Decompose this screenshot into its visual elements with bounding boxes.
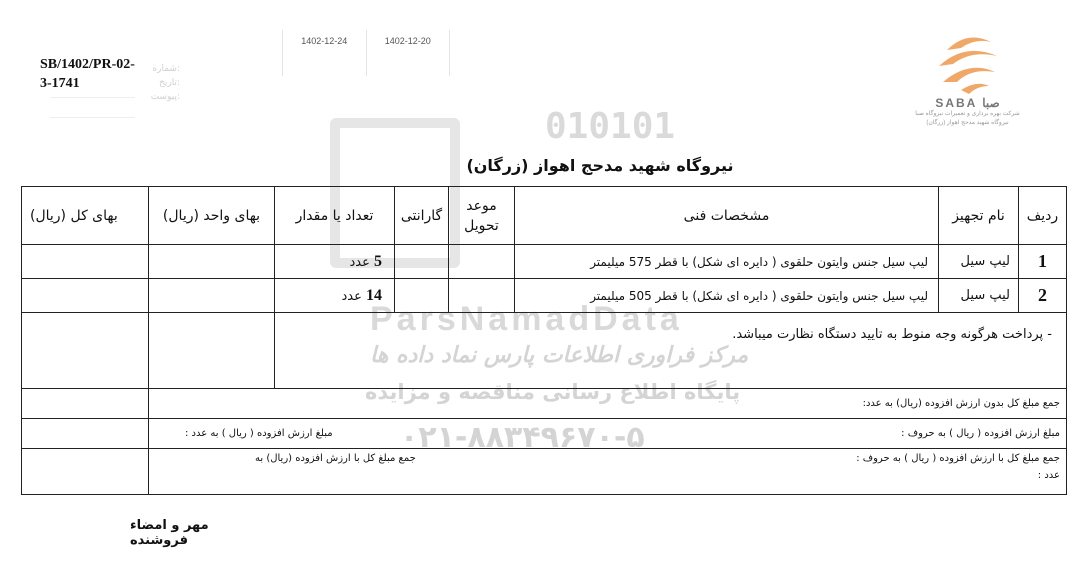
- item-total-price: [22, 245, 149, 279]
- watermark-line: پایگاه اطلاع رسانی مناقصه و مزایده: [365, 380, 741, 404]
- vat-cell: [149, 419, 1067, 449]
- header-qty: تعداد یا مقدار: [275, 187, 395, 245]
- reference-number: SB/1402/PR-02-3-1741: [40, 57, 135, 91]
- row-number: 2: [1019, 279, 1067, 313]
- meta-labels: [138, 62, 180, 104]
- seller-signature-label: مهر و امضاء فروشنده: [130, 518, 209, 548]
- watermark-phone: ۰۲۱-۸۸۳۴۹۶۷۰-۵: [400, 420, 645, 455]
- divider: [50, 97, 135, 98]
- sum-no-vat: جمع مبلغ کل بدون ارزش افزوده (ریال) به عدد:: [149, 389, 1067, 419]
- qty-unit: عدد: [341, 288, 362, 304]
- table-row: [22, 245, 1067, 279]
- qty-unit: عدد: [349, 254, 370, 270]
- total-cell: [149, 449, 1067, 495]
- watermark-line: مرکز فراوری اطلاعات پارس نماد داده ها: [370, 343, 749, 368]
- items-table: [21, 186, 1067, 495]
- item-spec: لیپ سیل جنس وایتون حلقوی ( دایره ای شکل) با قطر 505 میلیمتر: [515, 279, 939, 313]
- logo-line: نیروگاه شهید مدحج اهواز (زرگان): [926, 120, 1009, 126]
- date-label: تاریخ:: [159, 78, 180, 88]
- sum-blank: [22, 389, 149, 419]
- divider: [50, 117, 135, 118]
- saba-logo-icon: [905, 28, 1030, 98]
- total-blank: [22, 449, 149, 495]
- vat-blank: [22, 419, 149, 449]
- watermark-brand: ParsNamadData: [370, 300, 683, 338]
- header-total-price: بهای کل (ریال): [22, 187, 149, 245]
- dates-box: [282, 30, 450, 76]
- item-warranty: [395, 279, 449, 313]
- header-spec: مشخصات فنی: [515, 187, 939, 245]
- vat-words: مبلغ ارزش افزوده ( ریال ) به حروف :: [901, 428, 1060, 439]
- item-spec: لیپ سیل جنس وایتون حلقوی ( دایره ای شکل) با قطر 575 میلیمتر: [515, 245, 939, 279]
- item-name: لیپ سیل: [939, 279, 1019, 313]
- note-unit-price: [149, 313, 275, 389]
- vat-row: [22, 419, 1067, 449]
- item-qty: [275, 279, 395, 313]
- date-cell: 1402-12-24: [301, 36, 348, 46]
- header-delivery: موعد تحویل: [449, 187, 515, 245]
- item-name: لیپ سیل: [939, 245, 1019, 279]
- sum-row: [22, 389, 1067, 419]
- total-words: جمع مبلغ کل با ارزش افزوده ( ریال ) به حروف :: [856, 453, 1060, 464]
- logo-line: شرکت بهره برداری و تعمیرات نیروگاه صبا: [915, 111, 1020, 117]
- total-number: جمع مبلغ کل با ارزش افزوده (ریال) به: [255, 453, 416, 464]
- qty-value: 5: [374, 252, 382, 270]
- item-unit-price: [149, 245, 275, 279]
- payment-note: - پرداخت هرگونه وجه منوط به تایید دستگاه نظارت میباشد.: [275, 313, 1067, 389]
- header-warranty: گارانتی: [395, 187, 449, 245]
- item-qty: [275, 245, 395, 279]
- total-number-continued: عدد :: [1037, 470, 1060, 481]
- item-total-price: [22, 279, 149, 313]
- item-unit-price: [149, 279, 275, 313]
- number-label: شماره:: [152, 64, 180, 74]
- header-unit-price: بهای واحد (ریال): [149, 187, 275, 245]
- qty-value: 14: [366, 286, 382, 304]
- header-name: نام تجهیز: [939, 187, 1019, 245]
- item-delivery: [449, 245, 515, 279]
- row-number: 1: [1019, 245, 1067, 279]
- table-row: [22, 279, 1067, 313]
- table-header-row: [22, 187, 1067, 245]
- item-delivery: [449, 279, 515, 313]
- total-row: [22, 449, 1067, 495]
- item-warranty: [395, 245, 449, 279]
- watermark-numbers: 010101: [545, 106, 676, 147]
- page-title: نیروگاه شهید مدحج اهواز (زرگان): [466, 156, 734, 175]
- vat-number: مبلغ ارزش افزوده ( ریال ) به عدد :: [185, 428, 333, 439]
- header-row-number: ردیف: [1019, 187, 1067, 245]
- note-total-price: [22, 313, 149, 389]
- logo-name: SABA صبا: [935, 96, 1000, 110]
- logo-text: [905, 96, 1030, 128]
- attachment-label: پیوست:: [150, 92, 180, 102]
- date-cell: 1402-12-20: [366, 30, 450, 76]
- note-row: [22, 313, 1067, 389]
